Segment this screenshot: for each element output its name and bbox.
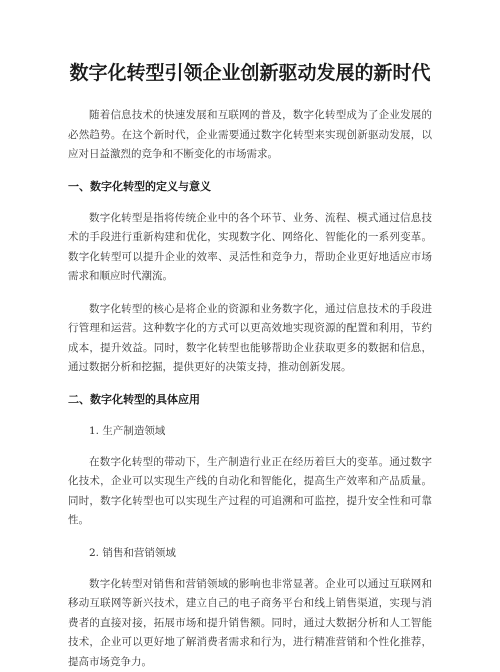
definition-paragraph-1: 数字化转型是指将传统企业中的各个环节、业务、流程、模式通过信息技术的手段进行重新构建和优化，实现数字化、网络化、智能化的一系列变革。数字化转型可以提升企业的效率、灵活性和竞争力，帮助企业更好地适应市场需求和顺应时代潮流。 <box>68 209 432 287</box>
definition-paragraph-2: 数字化转型的核心是将企业的资源和业务数字化，通过信息技术的手段进行管理和运营。这种数字化的方式可以更高效地实现资源的配置和利用，节约成本，提升效益。同时，数字化转型也能够帮助企业获取更多的数据和信息，通过数据分析和挖掘，提供更好的决策支持，推动创新发展。 <box>68 300 432 378</box>
manufacturing-paragraph: 在数字化转型的带动下，生产制造行业正在经历着巨大的变革。通过数字化技术，企业可以实现生产线的自动化和智能化，提高生产效率和产品质量。同时，数字化转型也可以实现生产过程的可追溯和可监控，提升安全性和可靠性。 <box>68 453 432 531</box>
document-title: 数字化转型引领企业创新驱动发展的新时代 <box>68 60 432 86</box>
sales-marketing-paragraph: 数字化转型对销售和营销领域的影响也非常显著。企业可以通过互联网和移动互联网等新兴技术，建立自己的电子商务平台和线上销售渠道，实现与消费者的直接对接，拓展市场和提升销售额。同时，通过大数据分析和人工智能技术，企业可以更好地了解消费者需求和行为，进行精准营销和个性化推荐，提高市场竞争力。 <box>68 575 432 672</box>
subheading-sales-marketing: 2. 销售和营销领域 <box>68 544 432 562</box>
section-heading-applications: 二、数字化转型的具体应用 <box>68 391 432 409</box>
intro-paragraph: 随着信息技术的快速发展和互联网的普及，数字化转型成为了企业发展的必然趋势。在这个新时代，企业需要通过数字化转型来实现创新驱动发展，以应对日益激烈的竞争和不断变化的市场需求。 <box>68 106 432 165</box>
subheading-manufacturing: 1. 生产制造领域 <box>68 422 432 440</box>
section-heading-definition: 一、数字化转型的定义与意义 <box>68 178 432 196</box>
